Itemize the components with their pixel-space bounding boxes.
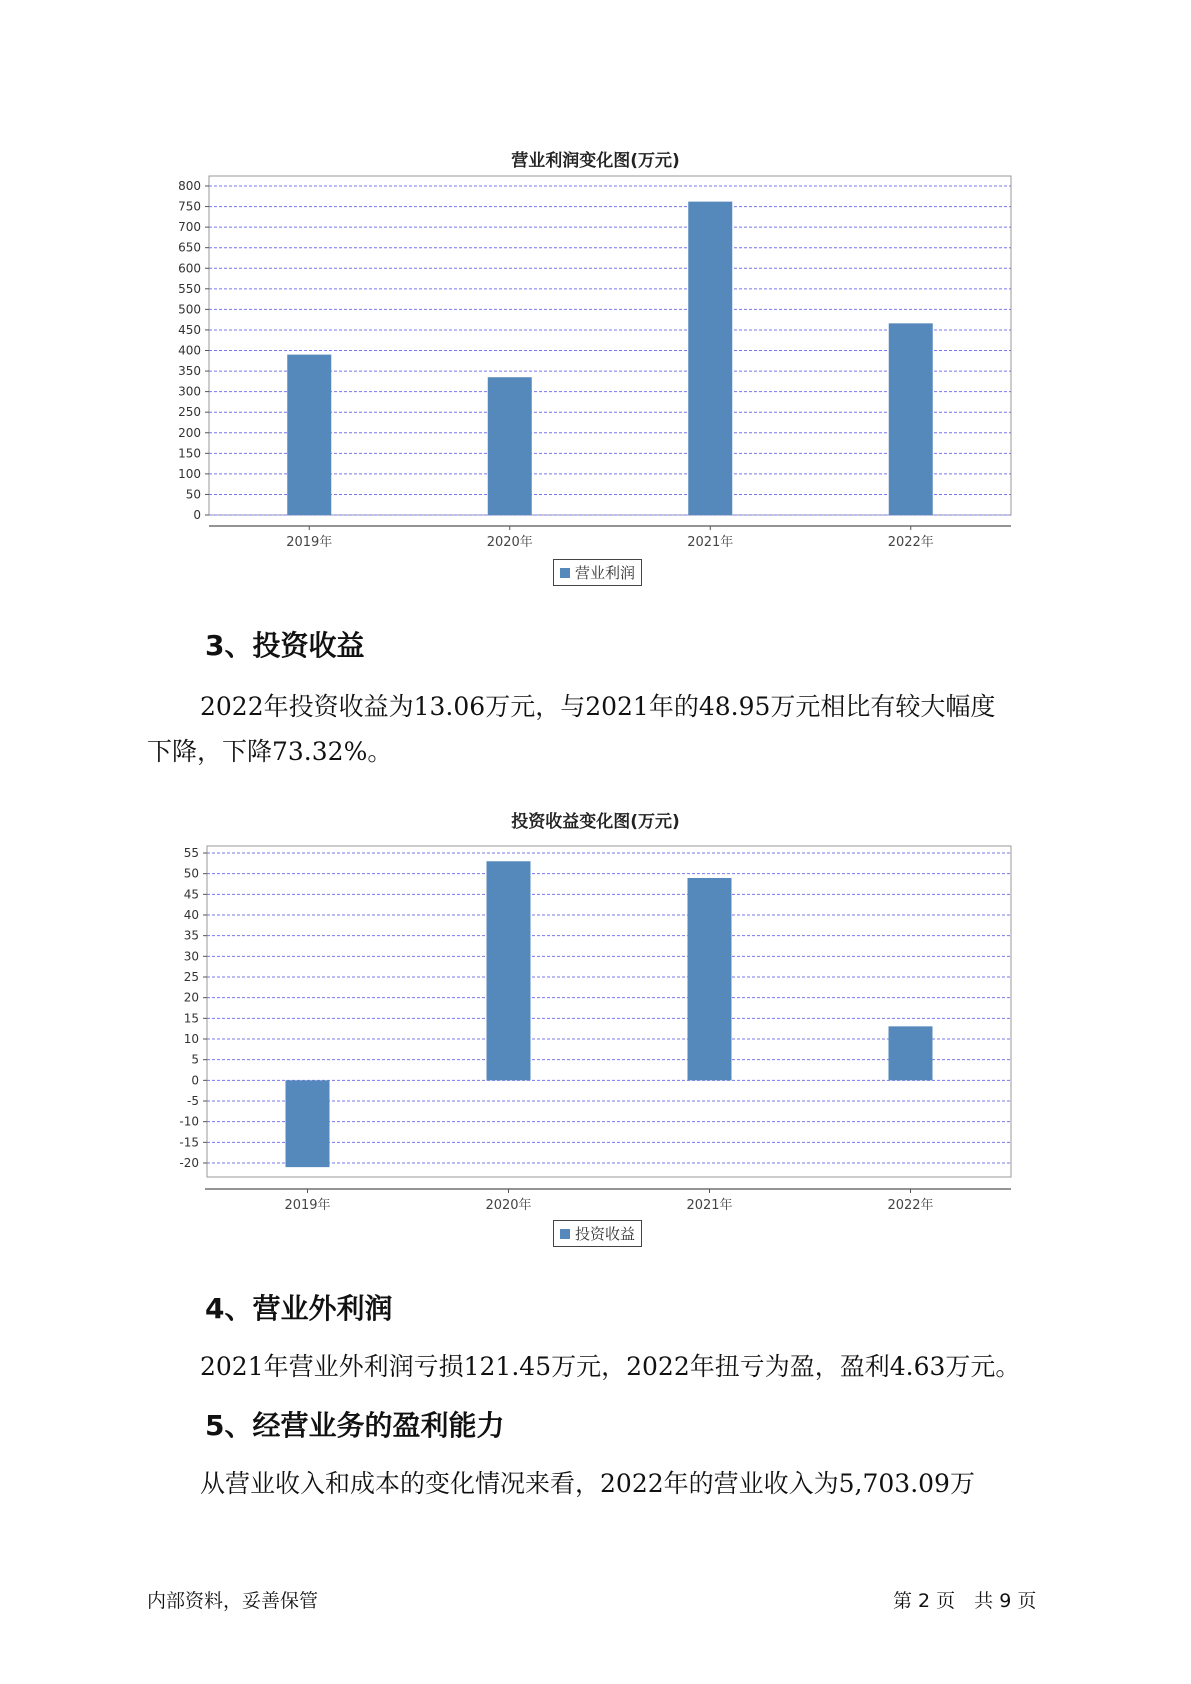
chart1-y-tick-label: 400 bbox=[178, 343, 201, 358]
chart2-y-tick-label: -20 bbox=[179, 1156, 199, 1170]
chart2-y-tick-label: 55 bbox=[183, 846, 199, 860]
chart1-bar bbox=[889, 323, 933, 515]
page-number: 第 2 页 共 9 页 bbox=[893, 1590, 1037, 1612]
chart2-y-tick-label: 25 bbox=[183, 970, 199, 984]
chart1-y-tick-label: 550 bbox=[178, 281, 201, 296]
chart1-y-tick-label: 750 bbox=[178, 199, 201, 214]
chart2-legend-swatch bbox=[560, 1229, 570, 1239]
chart2-y-tick-label: 50 bbox=[183, 866, 199, 881]
chart2-x-tick-label: 2022年 bbox=[887, 1198, 934, 1213]
chart1-y-tick-label: 100 bbox=[178, 466, 201, 481]
chart1-y-tick-label: 150 bbox=[178, 446, 201, 461]
chart1-x-tick-label: 2022年 bbox=[887, 535, 934, 550]
section4-paragraph: 2021年营业外利润亏损121.45万元，2022年扭亏为盈，盈利4.63万元。 bbox=[200, 1352, 1021, 1381]
section3-paragraph-line2: 下降，下降73.32%。 bbox=[147, 737, 393, 766]
chart1-y-tick-label: 0 bbox=[193, 508, 201, 522]
chart1-y-tick-label: 450 bbox=[178, 322, 201, 337]
chart2-title: 投资收益变化图(万元) bbox=[511, 812, 680, 832]
chart1-y-tick-label: 600 bbox=[178, 261, 201, 276]
section3-paragraph-line1: 2022年投资收益为13.06万元，与2021年的48.95万元相比有较大幅度 bbox=[200, 692, 996, 721]
chart1-y-tick-label: 350 bbox=[178, 364, 201, 379]
chart2-y-tick-label: 35 bbox=[183, 928, 199, 943]
chart2-bar bbox=[286, 1080, 330, 1167]
chart1-y-tick-label: 500 bbox=[178, 302, 201, 317]
chart1-y-tick-label: 50 bbox=[185, 487, 201, 502]
chart1-x-tick-label: 2021年 bbox=[687, 535, 734, 550]
section4-heading: 4、营业外利润 bbox=[205, 1292, 393, 1325]
chart1-x-tick-label: 2020年 bbox=[486, 535, 533, 550]
chart2-bar bbox=[688, 878, 732, 1080]
chart2-y-tick-label: 10 bbox=[183, 1032, 199, 1046]
chart2-x-tick-label: 2020年 bbox=[485, 1198, 532, 1213]
chart2-legend-label: 投资收益 bbox=[575, 1225, 636, 1243]
chart2-y-tick-label: 5 bbox=[191, 1052, 199, 1067]
chart2-x-tick-label: 2021年 bbox=[686, 1198, 733, 1213]
chart2-y-tick-label: -15 bbox=[179, 1135, 199, 1150]
chart2-y-tick-label: 45 bbox=[183, 887, 199, 902]
section3-heading: 3、投资收益 bbox=[205, 629, 365, 662]
chart2-y-tick-label: 20 bbox=[183, 990, 199, 1005]
chart2-x-tick-label: 2019年 bbox=[284, 1198, 331, 1213]
chart1-bar bbox=[488, 377, 532, 515]
chart1-legend bbox=[553, 559, 642, 586]
chart2-y-tick-label: -10 bbox=[179, 1114, 199, 1129]
chart1-y-tick-label: 300 bbox=[178, 384, 201, 399]
chart2-bar bbox=[487, 861, 531, 1080]
chart2-bar bbox=[889, 1026, 933, 1080]
chart1-legend-swatch bbox=[560, 568, 570, 578]
chart1-y-tick-label: 800 bbox=[178, 179, 201, 193]
chart1-title: 营业利润变化图(万元) bbox=[511, 151, 680, 171]
chart1-y-tick-label: 650 bbox=[178, 240, 201, 255]
chart2-y-tick-label: 30 bbox=[183, 949, 199, 964]
chart2-y-tick-label: 40 bbox=[183, 908, 199, 922]
chart2-legend bbox=[553, 1220, 642, 1247]
chart1-y-tick-label: 700 bbox=[178, 220, 201, 235]
chart2-y-tick-label: 0 bbox=[191, 1073, 199, 1088]
investment-income-chart bbox=[0, 830, 1191, 1213]
chart2-y-tick-label: 15 bbox=[183, 1011, 199, 1026]
section5-paragraph: 从营业收入和成本的变化情况来看，2022年的营业收入为5,703.09万 bbox=[200, 1469, 975, 1498]
chart2-y-tick-label: -5 bbox=[187, 1094, 199, 1108]
chart1-bar bbox=[287, 355, 331, 515]
operating-profit-chart bbox=[0, 170, 1191, 550]
chart1-y-tick-label: 250 bbox=[178, 405, 201, 420]
chart1-x-tick-label: 2019年 bbox=[286, 535, 333, 550]
footer-note: 内部资料，妥善保管 bbox=[147, 1590, 319, 1612]
chart1-legend-label: 营业利润 bbox=[575, 564, 636, 582]
section5-heading: 5、经营业务的盈利能力 bbox=[205, 1409, 505, 1442]
chart1-bar bbox=[688, 202, 732, 515]
chart1-y-tick-label: 200 bbox=[178, 425, 201, 440]
